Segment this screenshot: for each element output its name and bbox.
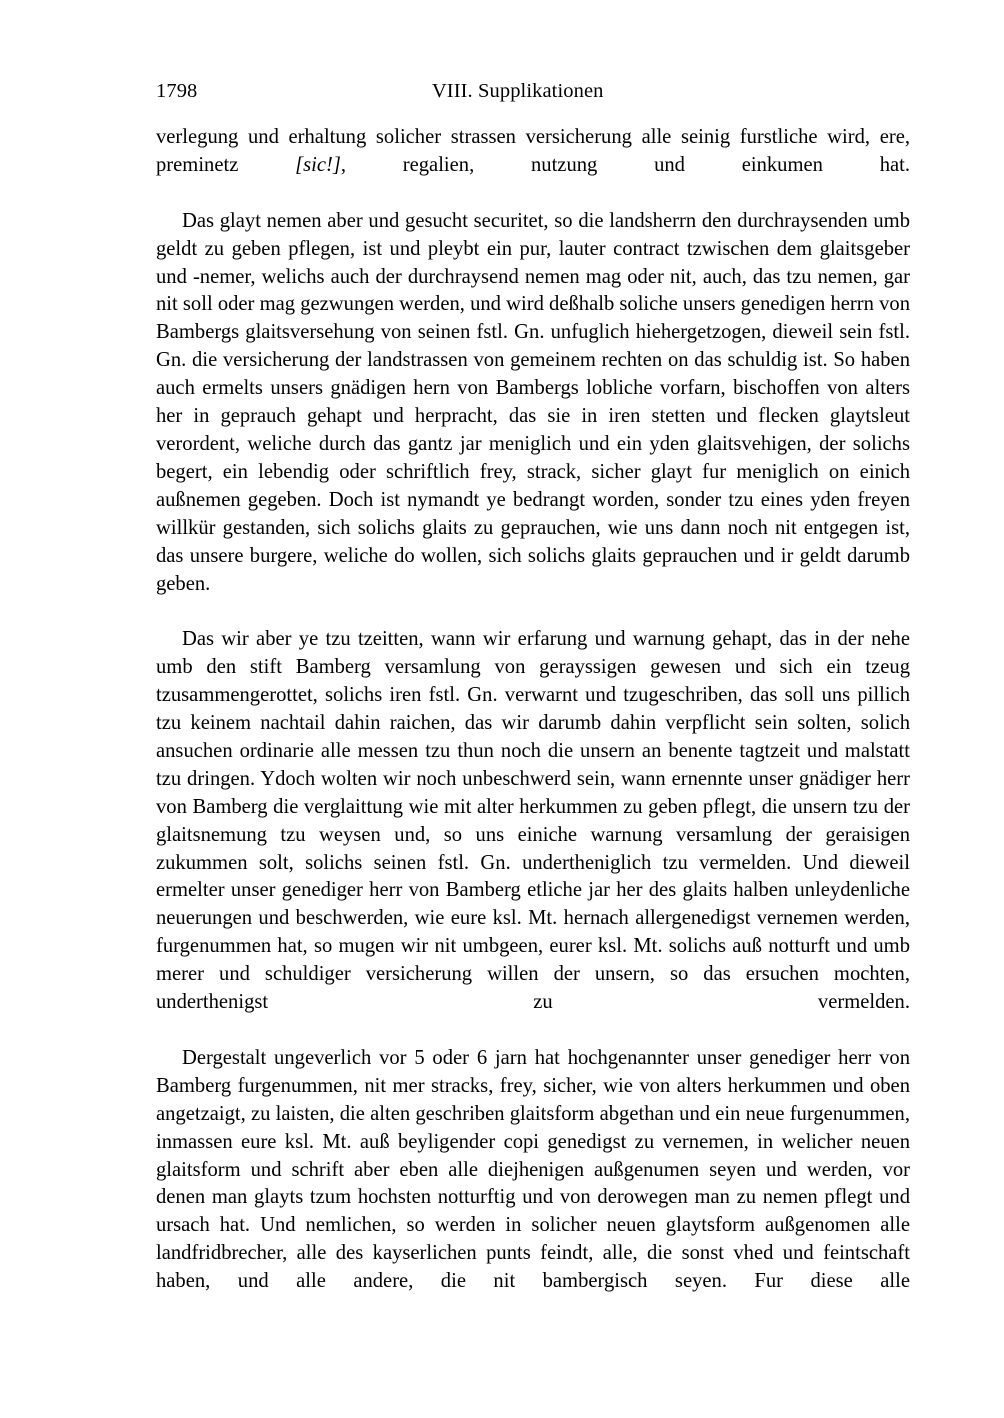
running-head [156,78,910,104]
sic-marker: [sic!] [295,153,341,176]
paragraph [156,124,910,208]
text-run: Dergestalt ungeverlich vor 5 oder 6 jarn hat hochgenannter unser genediger herr von Bamberg furgenummen, nit mer stracks, frey, sicher, wie von alters herkummen und oben angetzaigt, zu laisten, die alten geschriben glaitsform abgethan und ein neue furgenummen, inmassen eure ksl. Mt. auß beyligender copi genedigst zu vernemen, in welicher neuen glaitsform und schrift aber eben alle diejhenigen außgenumen seyen und werden, vor denen man glayts tzum hochsten notturftig und von derowegen man zu nemen pflegt und ursach hat. Und nemlichen, so werden in solicher neuen glaytsform außgenomen alle landfridbrecher, alle des kayserlichen punts feindt, alle, die sonst vhed und feintschaft haben, und alle andere, die nit bambergisch seyen. Fur diese alle [156,1046,910,1293]
page-number: 1798 [156,80,198,102]
text-run: Das wir aber ye tzu tzeitten, wann wir erfarung und warnung gehapt, das in der nehe umb den stift Bamberg versamlung von gerayssigen gewesen und sich ein tzeug tzusammengerottet, solichs iren fstl. Gn. verwarnt und tzugeschriben, das soll uns pillich tzu keinem nachtail dahin raichen, das wir darumb dahin verpflicht sein solten, solich ansuchen ordinarie alle messen tzu thun noch die unsern an benente tagtzeit und malstatt tzu dringen. Ydoch wolten wir noch unbeschwerd sein, wann ernennte unser gnädiger herr von Bamberg die verglaittung wie mit alter herkummen zu geben pflegt, die unsern tzu der glaitsnemung tzu weysen und, so uns einiche warnung versamlung der geraisigen zukummen solt, solichs seinen fstl. Gn. undertheniglich tzu vermelden. Und dieweil ermelter unser genediger herr von Bamberg etliche jar her des glaits halben unleydenliche neuerungen und beschwerden, wie eure ksl. Mt. hernach allergenedigst vernemen werden, furgenummen hat, so mugen wir nit umbgeen, eurer ksl. Mt. solichs auß notturft und umb merer und schuldiger versicherung willen der unsern, so das ersuchen mochten, underthenigst zu vermelden. [156,628,910,1014]
text-run: verlegung und erhaltung solicher strassen versicherung alle seinig furstliche wird, ere, preminetz [156,126,910,176]
paragraph [156,626,910,1045]
paragraph [156,1045,910,1324]
text-run: Das glayt nemen aber und gesucht securitet, so die landsherrn den durchraysenden umb geldt zu geben pflegen, ist und pleybt ein pur, lauter contract tzwischen dem glaitsgeber und -nemer, welichs auch der durchraysend nemen mag oder nit, auch, das tzu nemen, gar nit soll oder mag gezwungen werden, und wird deßhalb soliche unsers genedigen herrn von Bambergs glaitsversehung von seinen fstl. Gn. unfuglich hiehergetzogen, dieweil sein fstl. Gn. die versicherung der landstrassen von gemeinem rechten on das schuldig ist. So haben auch ermelts unsers gnädigen hern von Bambergs lobliche vorfarn, bischoffen von alters her in geprauch gehapt und herpracht, das sie in iren stetten und flecken glaytsleut verordent, weliche durch das gantz jar meniglich und ein yden glaitsvehigen, der solichs begert, ein lebendig oder schriftlich frey, strack, sicher glayt fur meniglich on einich außnemen gegeben. Doch ist nymandt ye bedrangt worden, sonder tzu eines yden freyen willkür gestanden, sich solichs glaits zu geprauchen, wie uns dann noch nit entgegen ist, das unsere burgere, weliche do wollen, sich solichs glaits geprauchen und ir geldt darumb geben. [156,209,910,595]
running-title: VIII. Supplikationen [431,80,604,102]
paragraph [156,208,910,627]
body-text [156,124,910,1324]
text-run: , regalien, nutzung und einkumen hat. [340,153,911,176]
